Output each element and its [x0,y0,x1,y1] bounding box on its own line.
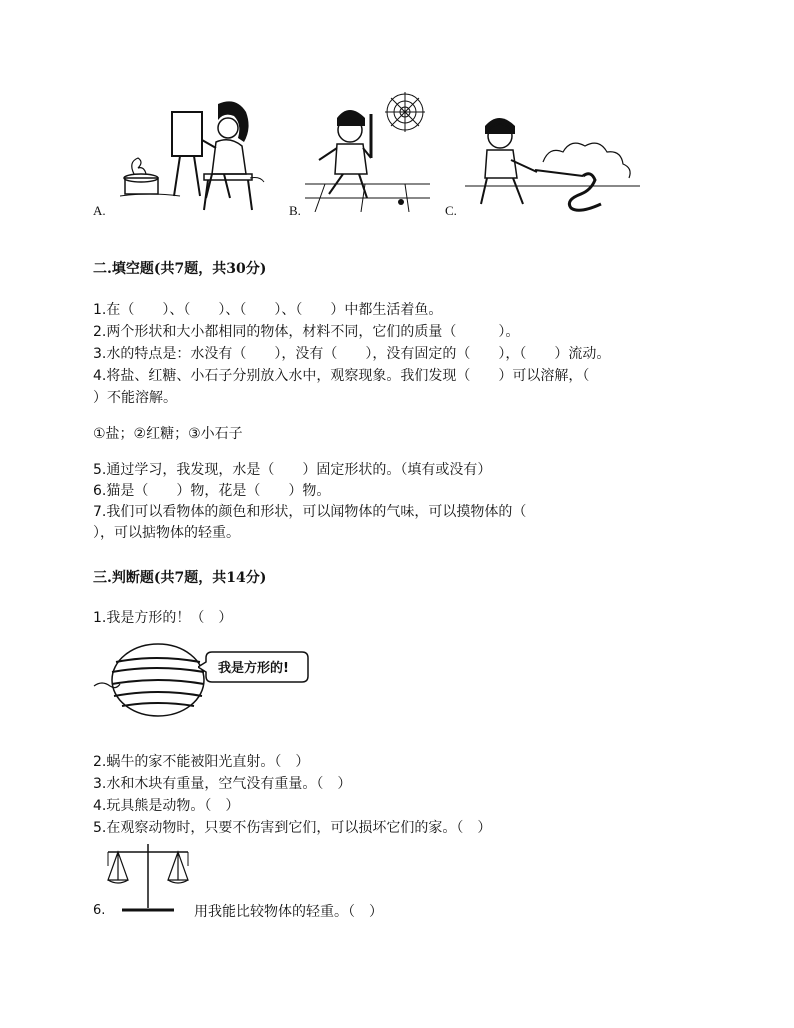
option-c-label: C. [445,203,457,218]
fill-question-4-line-2: ）不能溶解。 [93,390,177,406]
fill-question-3: 3.水的特点是：水没有（ ），没有（ ），没有固定的（ ），（ ）流动。 [93,346,611,362]
fill-question-5: 5.通过学习，我发现，水是（ ）固定形状的。（填有或没有） [93,462,492,478]
judge-question-4: 4.玩具熊是动物。（ ） [93,798,240,814]
fill-question-7-line-2: ），可以掂物体的轻重。 [93,525,240,541]
fill-question-7-line-1: 7.我们可以看物体的颜色和形状，可以闻物体的气味，可以摸物体的（ [93,504,527,520]
fill-question-4-options: ①盐；②红糖；③小石子 [93,426,243,442]
watermelon-illustration [92,640,212,720]
judge-question-5: 5.在观察动物时，只要不伤害到它们，可以损坏它们的家。（ ） [93,820,492,836]
boy-with-snake-illustration [465,112,640,214]
judge-question-6-number: 6. [93,903,106,918]
girl-painting-illustration [120,98,270,214]
section-3-title: 三.判断题(共7题，共14分) [93,570,267,586]
section-2-title: 二.填空题(共7题，共30分) [93,261,267,277]
judge-question-1: 1.我是方形的！（ ） [93,610,233,626]
judge-question-2: 2.蜗牛的家不能被阳光直射。（ ） [93,754,310,770]
fill-question-4-line-1: 4.将盐、红糖、小石子分别放入水中，观察现象。我们发现（ ）可以溶解，（ [93,368,590,384]
judge-question-6-text: 用我能比较物体的轻重。（ ） [194,904,383,920]
boy-with-stick-illustration [305,90,430,212]
option-b-label: B. [289,203,301,218]
option-a-label: A. [93,203,106,218]
fill-question-6: 6.猫是（ ）物，花是（ ）物。 [93,483,331,499]
judge-question-3: 3.水和木块有重量，空气没有重量。（ ） [93,776,352,792]
fill-question-1: 1.在（ ）、（ ）、（ ）、（ ）中都生活着鱼。 [93,302,443,318]
fill-question-2: 2.两个形状和大小都相同的物体，材料不同，它们的质量（ ）。 [93,324,520,340]
speech-bubble-text: 我是方形的! [218,661,289,676]
balance-scale-icon [104,842,192,916]
